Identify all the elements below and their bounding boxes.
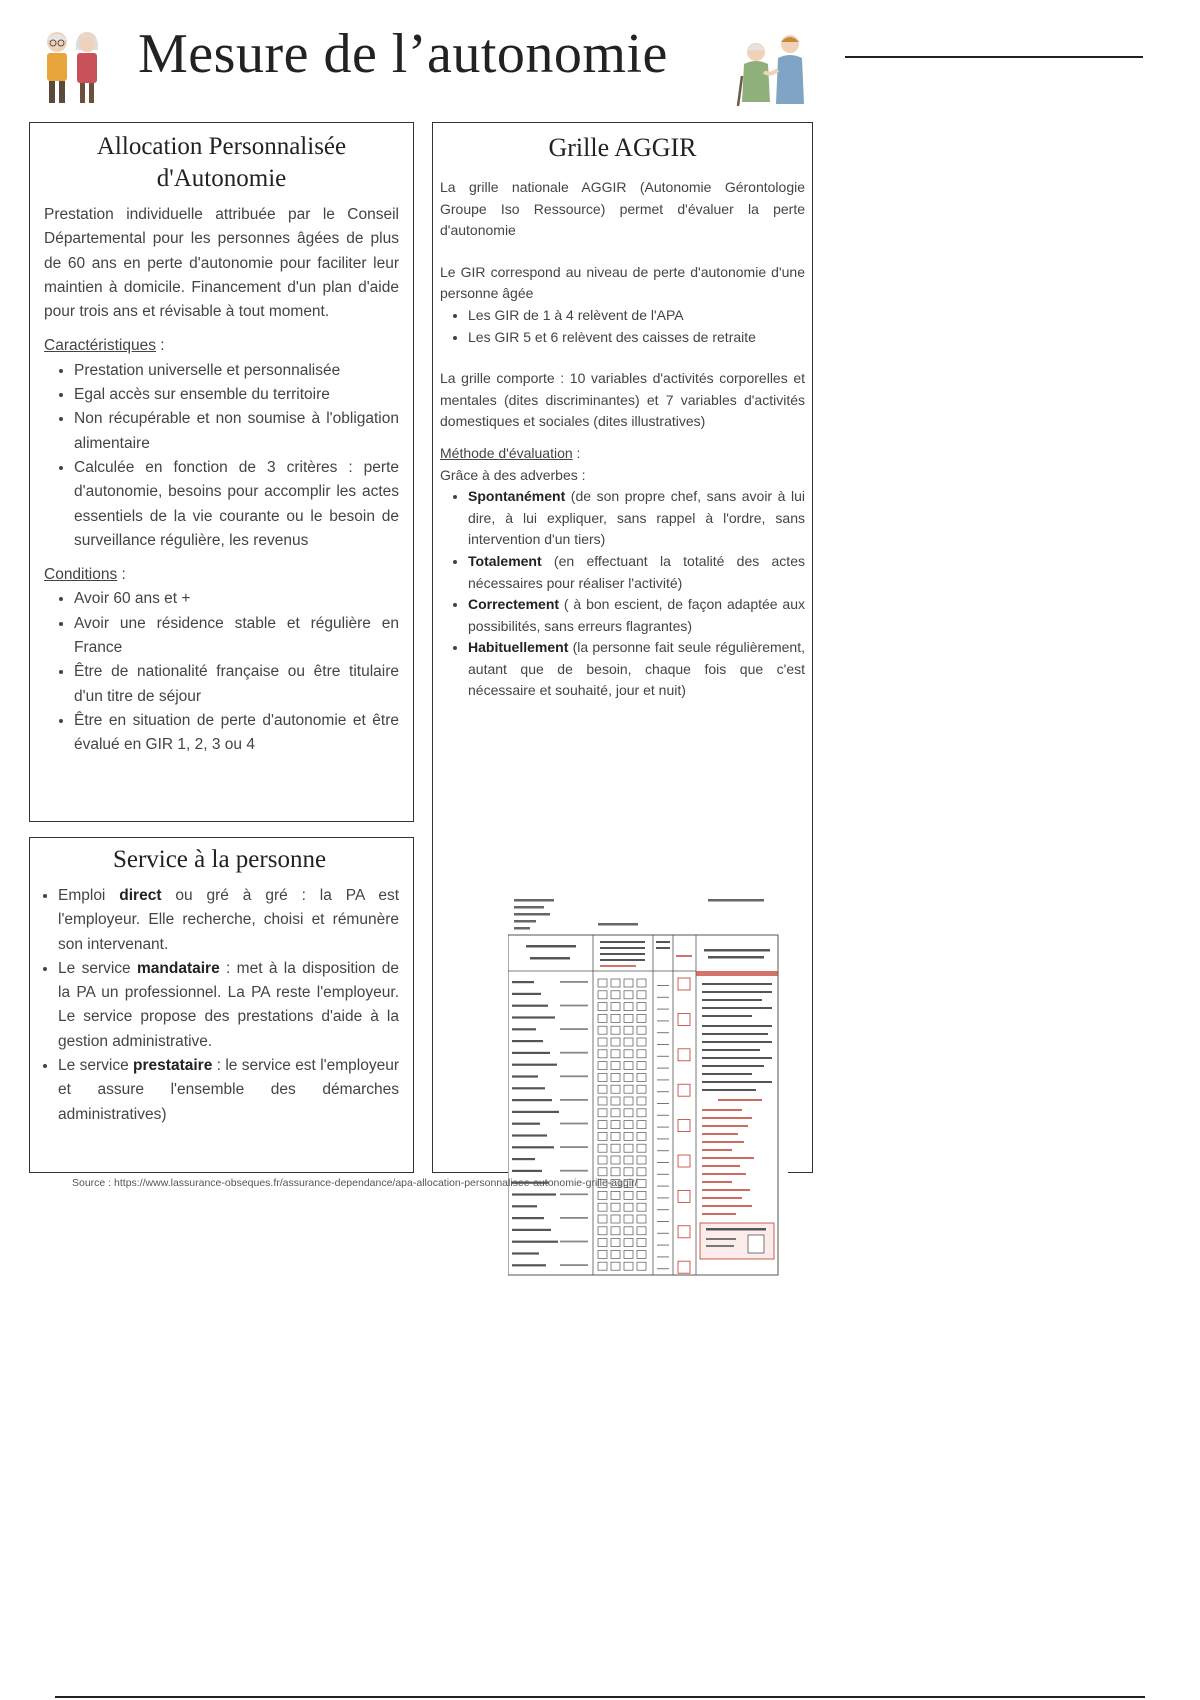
list-item: • Avoir 60 ans et + <box>74 587 399 611</box>
source-citation: Source : https://www.lassurance-obseques.fr/assurance-dependance/apa-allocation-personnalisee-autonomie-grille-aggir/ <box>72 1177 638 1189</box>
list-item: • Les GIR de 1 à 4 relèvent de l'APA <box>468 305 805 327</box>
page-header <box>0 0 1200 120</box>
aggir-form-image <box>508 893 788 1278</box>
apa-features-heading-line: Caractéristiques : <box>44 337 165 355</box>
aggir-title: Grille AGGIR <box>548 133 697 162</box>
list-item: • Calculée en fonction de 3 critères : perte d'autonomie, besoins pour accomplir les actes essentiels de la vie courante ou le besoin de surveillance régulière, les revenus <box>74 456 399 553</box>
page-title: Mesure de l’autonomie <box>138 23 668 85</box>
list-item: • Les GIR 5 et 6 relèvent des caisses de retraite <box>468 327 805 349</box>
caregiver-illustration <box>734 30 814 108</box>
list-item: • Correctement ( à bon escient, de façon adaptée aux possibilités, sans erreurs flagrantes) <box>468 594 805 637</box>
aggir-method-intro: Grâce à des adverbes : <box>440 466 586 483</box>
list-item: • Le service mandataire : met à la disposition de la PA un professionnel. La PA reste l'employeur. Le service propose des prestations d'aide à la gestion administrative. <box>58 957 399 1054</box>
apa-conditions-list <box>44 587 399 757</box>
list-item: • Emploi direct ou gré à gré : la PA est l'employeur. Elle recherche, choisi et rémunère son intervenant. <box>58 884 399 957</box>
header-divider <box>845 56 1143 58</box>
aggir-intro: La grille nationale AGGIR (Autonomie Gérontologie Groupe Iso Ressource) permet d'évaluer la perte d'autonomie <box>440 179 805 239</box>
list-item: • Être en situation de perte d'autonomie et être évalué en GIR 1, 2, 3 ou 4 <box>74 709 399 758</box>
aggir-method-heading: Méthode d'évaluation <box>440 444 573 461</box>
list-item: • Prestation universelle et personnalisée <box>74 359 399 383</box>
aggir-method-heading-line: Méthode d'évaluation : <box>440 444 581 461</box>
apa-section <box>29 122 414 822</box>
apa-title: Allocation Personnalisée d'Autonomie <box>96 133 347 192</box>
list-item: • Habituellement (la personne fait seule régulièrement, autant que de besoin, chaque fois que c'est nécessaire et souhaité, jour et nuit) <box>468 637 805 702</box>
apa-conditions-heading: Conditions <box>44 566 118 584</box>
list-item: • Totalement (en effectuant la totalité des actes nécessaires pour réaliser l'activité) <box>468 551 805 594</box>
apa-conditions-heading-line: Conditions : <box>44 566 126 584</box>
aggir-section <box>432 122 813 1173</box>
apa-features-heading: Caractéristiques <box>44 337 156 355</box>
service-title: Service à la personne <box>112 846 327 873</box>
list-item: • Egal accès sur ensemble du territoire <box>74 383 399 407</box>
list-item: • Être de nationalité française ou être titulaire d'un titre de séjour <box>74 660 399 709</box>
aggir-gir-list <box>440 305 805 348</box>
list-item: • Spontanément (de son propre chef, sans avoir à lui dire, à lui expliquer, sans rappel à l'ordre, sans intervention d'un tiers) <box>468 486 805 551</box>
aggir-gir-text: Le GIR correspond au niveau de perte d'autonomie d'une personne âgée <box>440 263 805 302</box>
list-item: • Avoir une résidence stable et régulière en France <box>74 612 399 661</box>
aggir-variables-text: La grille comporte : 10 variables d'activités corporelles et mentales (dites discriminantes) et 7 variables d'activités domestiques et sociales (dites illustratives) <box>440 370 805 430</box>
service-section <box>29 837 414 1173</box>
list-item: • Le service prestataire : le service est l'employeur et assure l'ensemble des démarches administratives) <box>58 1054 399 1127</box>
apa-intro: Prestation individuelle attribuée par le Conseil Départemental pour les personnes âgées de plus de 60 ans en perte d'autonomie pour faciliter leur maintien à domicile. Financement d'un plan d'aide pour trois ans et révisable à tout moment. <box>44 206 399 321</box>
apa-features-list <box>44 359 399 553</box>
elderly-couple-illustration <box>40 28 106 110</box>
service-list <box>40 884 399 1127</box>
aggir-adverbs-list <box>440 486 805 702</box>
footer-divider <box>55 1696 1145 1698</box>
list-item: • Non récupérable et non soumise à l'obligation alimentaire <box>74 407 399 456</box>
